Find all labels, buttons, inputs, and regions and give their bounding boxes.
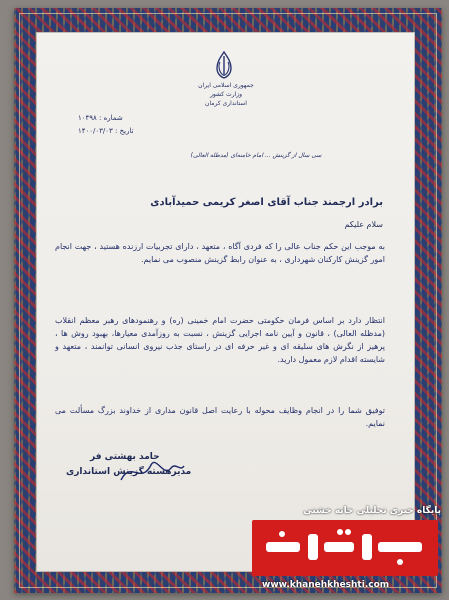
- letterhead-country: جمهوری اسلامی ایران: [198, 82, 254, 89]
- greeting: سلام علیکم: [344, 220, 383, 229]
- body-paragraph-3: توفیق شما را در انجام وظایف محوله با رعایت اصل قانون مداری از خداوند بزرگ مسألت می نمایم.: [55, 406, 385, 428]
- iran-emblem-icon: [210, 50, 238, 80]
- signatory-name: حامد بهشتی فر: [90, 452, 160, 462]
- motto-line: سی سال از گزینش ... امام خامنه‌ای (مدظله العالی): [190, 152, 322, 159]
- watermark-logo-icon: [252, 520, 438, 576]
- letterhead-ministry: وزارت کشور: [209, 91, 243, 98]
- letter-date: تاریخ : ۱۴۰۰/۰۳/۰۳: [78, 127, 134, 135]
- letter-paper: [36, 32, 415, 572]
- body-paragraph-1: به موجب این حکم جناب عالی را که فردی آگاه ، متعهد ، دارای تجربیات ارزنده هستید ، جهت انجام امور گزینش کارکنان شهرداری ، به عنوان رابط گزینش منصوب می نمایم.: [55, 242, 385, 264]
- signatory-title: مدیرهسته گزینش استانداری: [66, 467, 192, 477]
- addressee: برادر ارجمند جناب آقای اصغر کریمی حمیدآبادی: [150, 197, 383, 208]
- watermark-logo: [252, 520, 438, 576]
- body-paragraph-2: انتظار دارد بر اساس فرمان حکومتی حضرت امام خمینی (ره) و رهنمودهای رهبر معظم انقلاب (مدظله العالی) ، قانون و آیین نامه اجرایی گزینش ، نسبت به روزآمدی معیارها، بهبود روش ها ، پرهیز از نگرش های سلیقه ای و غیر حرفه ای در راستای جذب نیروی انسانی توانمند ، متعهد و شایسته اقدام لازم معمول دارید.: [55, 316, 385, 364]
- watermark-caption: پایگاه خبری تحلیلی خانه خشتی: [303, 506, 441, 516]
- letterhead-office: استانداری کرمان: [205, 100, 247, 107]
- letter-number: شماره : ۱۰۴۹۸: [78, 114, 123, 122]
- watermark-url: www.khanehkheshti.com: [262, 580, 390, 590]
